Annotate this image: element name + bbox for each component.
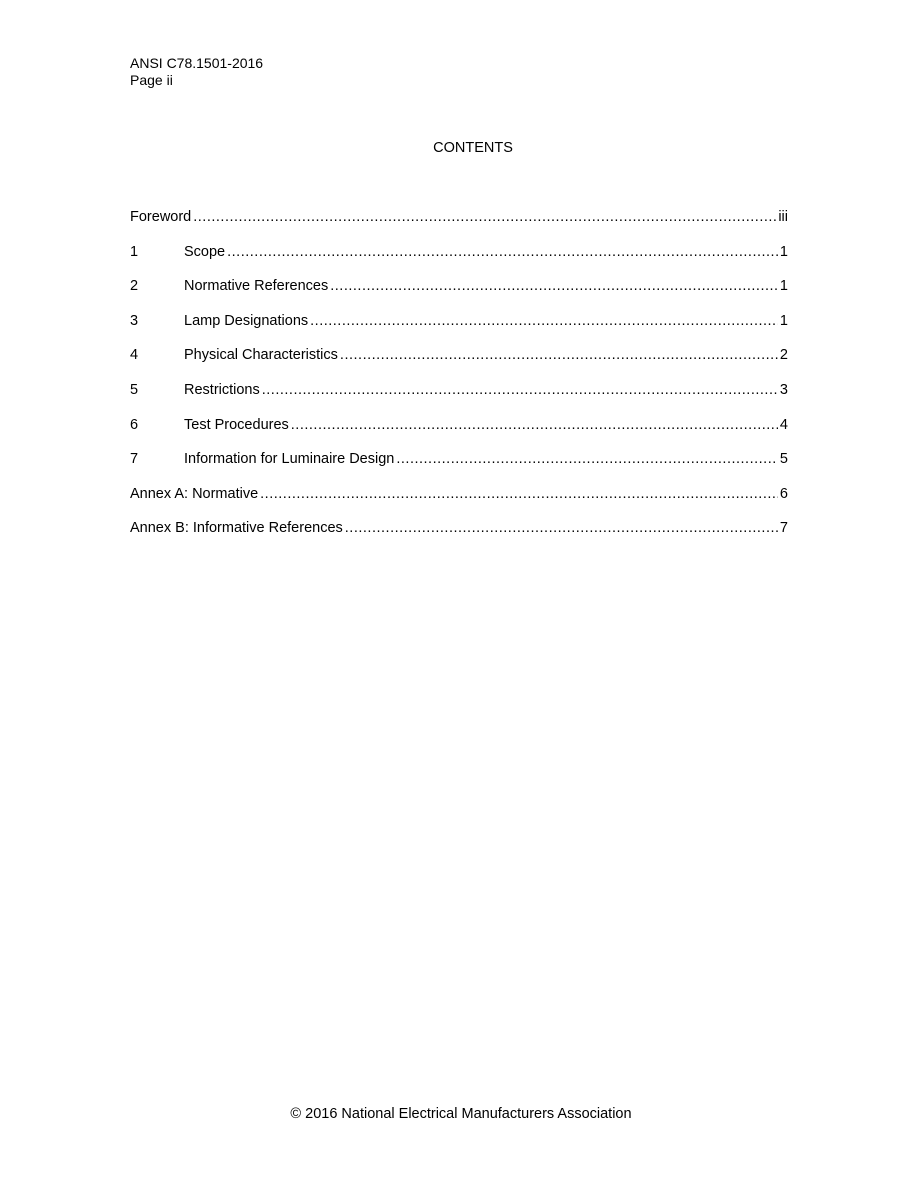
- toc-entry-scope[interactable]: [130, 243, 788, 278]
- toc-entry-test-procedures[interactable]: [130, 416, 788, 451]
- toc-entry-page: 1: [779, 278, 788, 295]
- toc-entry-label: Annex A: Normative: [130, 485, 259, 502]
- toc-leader-dots: [345, 519, 778, 537]
- table-of-contents: [130, 208, 788, 554]
- toc-entry-label: Physical Characteristics: [184, 347, 338, 364]
- toc-entry-number: 5: [130, 381, 139, 398]
- toc-entry-restrictions[interactable]: [130, 381, 788, 416]
- toc-entry-page: 5: [779, 451, 788, 468]
- toc-entry-annex-a[interactable]: [130, 485, 788, 520]
- toc-entry-page: 6: [779, 485, 788, 502]
- toc-leader-dots: [260, 485, 778, 503]
- toc-entry-number: 7: [130, 451, 139, 468]
- toc-entry-page: 2: [779, 347, 788, 364]
- toc-entry-page: 7: [779, 520, 788, 537]
- page-header: [130, 55, 263, 89]
- toc-entry-number: 2: [130, 278, 139, 295]
- page-title: CONTENTS: [433, 140, 513, 156]
- toc-leader-dots: [291, 416, 778, 434]
- toc-entry-label: Foreword: [130, 209, 192, 225]
- toc-leader-dots: [396, 450, 778, 468]
- toc-entry-page: 3: [779, 381, 788, 398]
- toc-entry-label: Restrictions: [184, 381, 260, 398]
- toc-entry-number: 3: [130, 312, 139, 329]
- toc-entry-number: 4: [130, 347, 139, 364]
- toc-entry-label: Annex B: Informative References: [130, 520, 343, 537]
- toc-leader-dots: [310, 312, 778, 330]
- toc-leader-dots: [340, 346, 778, 364]
- toc-entry-physical-characteristics[interactable]: [130, 346, 788, 381]
- toc-entry-page: 1: [779, 243, 788, 260]
- toc-leader-dots: [330, 277, 778, 295]
- document-id: ANSI C78.1501-2016: [130, 55, 264, 71]
- toc-leader-dots: [193, 208, 776, 226]
- toc-entry-number: 1: [130, 243, 139, 260]
- toc-entry-page: 1: [779, 312, 788, 329]
- toc-leader-dots: [227, 243, 778, 261]
- toc-entry-page: iii: [778, 209, 788, 225]
- copyright-footer: © 2016 National Electrical Manufacturers Association: [290, 1106, 632, 1122]
- page-number: Page ii: [130, 72, 173, 88]
- toc-entry-page: 4: [779, 416, 788, 433]
- toc-entry-label: Test Procedures: [184, 416, 289, 433]
- toc-entry-normative-references[interactable]: [130, 277, 788, 312]
- toc-entry-label: Scope: [184, 243, 226, 260]
- toc-entry-label: Normative References: [184, 278, 329, 295]
- toc-entry-foreword[interactable]: [130, 208, 788, 243]
- toc-entry-lamp-designations[interactable]: [130, 312, 788, 347]
- toc-entry-annex-b[interactable]: [130, 519, 788, 554]
- toc-leader-dots: [262, 381, 778, 399]
- toc-entry-luminaire-design[interactable]: [130, 450, 788, 485]
- toc-entry-number: 6: [130, 416, 139, 433]
- toc-entry-label: Lamp Designations: [184, 312, 309, 329]
- toc-entry-label: Information for Luminaire Design: [184, 451, 395, 468]
